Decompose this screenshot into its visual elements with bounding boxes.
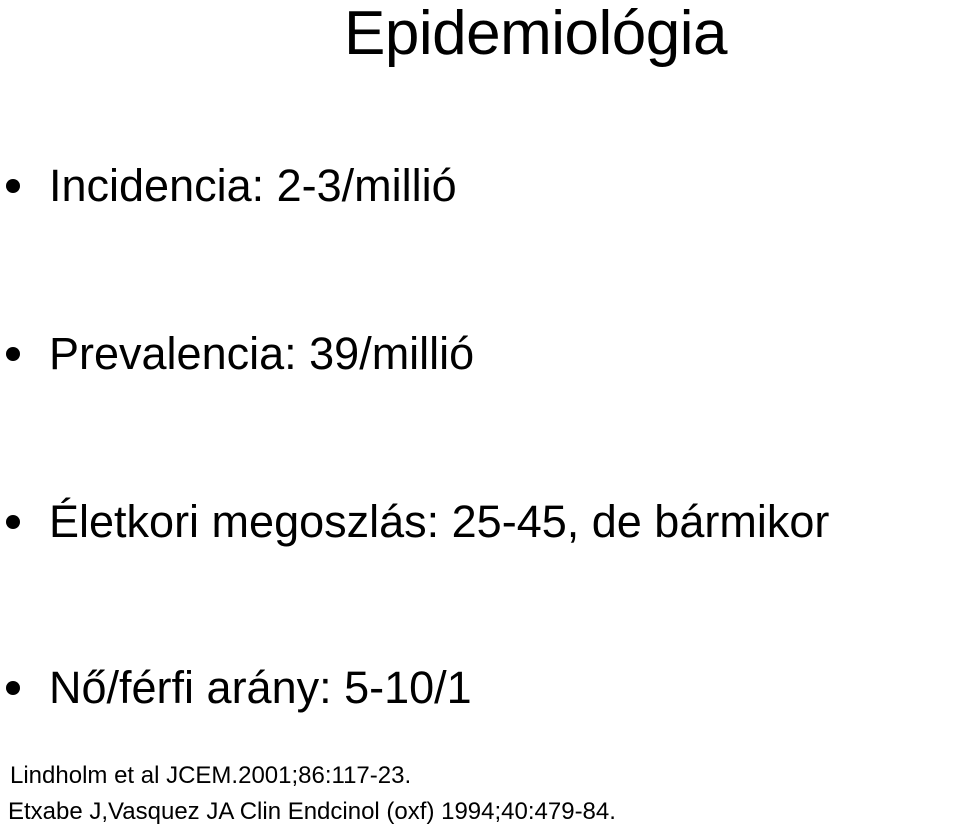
bullet-item-incidence (0, 158, 960, 218)
bullet-text: Életkori megoszlás: 25-45, de bármikor (49, 496, 830, 547)
reference-line: Lindholm et al JCEM.2001;86:117-23. (10, 762, 412, 789)
bullet-dot-icon (6, 179, 20, 193)
slide-title: Epidemiológia (344, 0, 727, 68)
bullet-text: Incidencia: 2-3/millió (49, 160, 457, 211)
bullet-dot-icon (6, 347, 20, 361)
reference-line: Etxabe J,Vasquez JA Clin Endcinol (oxf) 1994;40:479-84. (8, 798, 616, 825)
bullet-dot-icon (6, 681, 20, 695)
bullet-text: Nő/férfi arány: 5-10/1 (49, 662, 472, 713)
references (10, 758, 616, 830)
bullet-dot-icon (6, 515, 20, 529)
bullet-text: Prevalencia: 39/millió (49, 328, 475, 379)
bullet-item-sex-ratio (0, 660, 960, 720)
bullet-item-age-distribution (0, 494, 960, 554)
bullet-item-prevalence (0, 326, 960, 386)
